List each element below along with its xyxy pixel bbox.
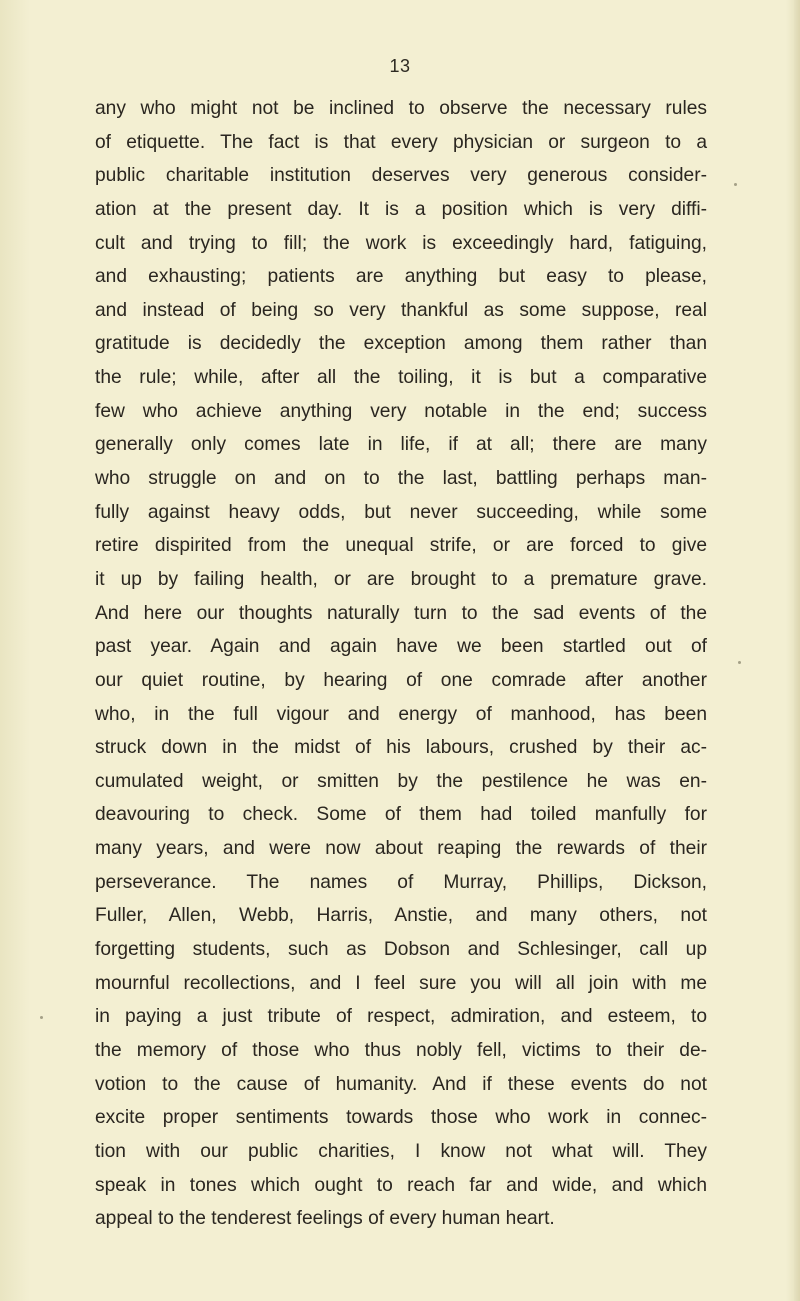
text-line: struck down in the midst of his labours, crushed by their ac- [95, 737, 707, 759]
text-line: many years, and were now about reaping the rewards of their [95, 838, 707, 860]
text-line: mournful recollections, and I feel sure you will all join with me [95, 972, 707, 994]
text-line: perseverance. The names of Murray, Phillips, Dickson, [95, 871, 707, 893]
text-line: appeal to the tenderest feelings of every human heart. [95, 1208, 555, 1230]
paper-speck [40, 1016, 43, 1019]
text-line: ation at the present day. It is a position which is very diffi- [95, 198, 707, 220]
paper-speck [738, 661, 741, 664]
text-line: of etiquette. The fact is that every physician or surgeon to a [95, 131, 707, 153]
text-line: And here our thoughts naturally turn to the sad events of the [95, 602, 707, 624]
text-line: few who achieve anything very notable in the end; success [95, 400, 707, 422]
text-line: past year. Again and again have we been startled out of [95, 636, 707, 658]
text-line: and instead of being so very thankful as some suppose, real [95, 299, 707, 321]
text-line: any who might not be inclined to observe the necessary rules [95, 98, 707, 119]
text-line: in paying a just tribute of respect, admiration, and esteem, to [95, 1006, 707, 1028]
text-line: it up by failing health, or are brought to a premature grave. [95, 568, 707, 590]
text-line: deavouring to check. Some of them had toiled manfully for [95, 804, 707, 826]
text-line: our quiet routine, by hearing of one comrade after another [95, 669, 707, 691]
text-line: votion to the cause of humanity. And if these events do not [95, 1073, 707, 1095]
text-line: speak in tones which ought to reach far and wide, and which [95, 1174, 707, 1196]
text-line: cult and trying to fill; the work is exceedingly hard, fatiguing, [95, 232, 707, 254]
page-edge [794, 0, 800, 1301]
text-line: and exhausting; patients are anything but easy to please, [95, 266, 707, 288]
text-line: public charitable institution deserves very generous consider- [95, 165, 707, 187]
paper-speck [734, 183, 737, 186]
text-line: fully against heavy odds, but never succeeding, while some [95, 501, 707, 523]
text-line: who struggle on and on to the last, battling perhaps man- [95, 468, 707, 490]
body-text [95, 92, 707, 1236]
text-line: forgetting students, such as Dobson and Schlesinger, call up [95, 939, 707, 961]
text-line: excite proper sentiments towards those who work in connec- [95, 1107, 707, 1129]
text-line: Fuller, Allen, Webb, Harris, Anstie, and many others, not [95, 905, 707, 927]
text-line: cumulated weight, or smitten by the pestilence he was en- [95, 770, 707, 792]
text-line: retire dispirited from the unequal strife, or are forced to give [95, 535, 707, 557]
text-line: who, in the full vigour and energy of manhood, has been [95, 703, 707, 725]
text-line: tion with our public charities, I know not what will. They [95, 1140, 707, 1162]
text-line: the rule; while, after all the toiling, it is but a comparative [95, 367, 707, 389]
text-line: the memory of those who thus nobly fell, victims to their de- [95, 1039, 707, 1061]
text-line: gratitude is decidedly the exception among them rather than [95, 333, 707, 355]
text-line: generally only comes late in life, if at all; there are many [95, 434, 707, 456]
page-number: 13 [389, 56, 411, 76]
